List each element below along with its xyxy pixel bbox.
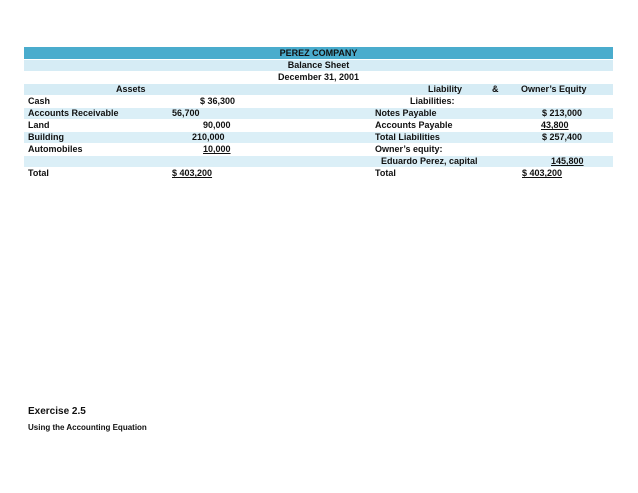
capital-amount: 145,800 <box>551 156 584 166</box>
asset-amount: $ 36,300 <box>200 96 236 106</box>
liability-amount: $ 257,400 <box>542 132 583 142</box>
asset-amount: 90,000 <box>203 120 231 130</box>
asset-amount: 210,000 <box>192 132 225 142</box>
table-row <box>24 108 613 120</box>
table-row <box>24 144 613 156</box>
asset-amount: 10,000 <box>203 144 231 154</box>
ampersand: & <box>492 84 499 94</box>
liability-amount: $ 213,000 <box>542 108 583 118</box>
owners-equity-label: Owner’s equity: <box>375 144 443 154</box>
asset-amount: 56,700 <box>172 108 200 118</box>
table-row <box>24 120 613 132</box>
total-liab-label: Total <box>375 168 396 178</box>
total-row <box>24 168 613 180</box>
company-name: PEREZ COMPANY <box>279 48 358 58</box>
total-label: Total <box>28 168 49 178</box>
assets-header: Assets <box>116 84 146 94</box>
statement-title: Balance Sheet <box>287 60 350 70</box>
column-header-row <box>24 84 613 96</box>
statement-date: December 31, 2001 <box>277 72 360 82</box>
exercise-subtitle: Using the Accounting Equation <box>28 423 147 432</box>
date-row <box>24 72 613 84</box>
asset-label: Accounts Receivable <box>28 108 119 118</box>
asset-label: Building <box>28 132 64 142</box>
total-liab-amount: $ 403,200 <box>522 168 563 178</box>
balance-sheet-table <box>24 47 613 180</box>
table-row <box>24 96 613 108</box>
liabilities-heading: Liabilities: <box>410 96 455 106</box>
liability-amount: 43,800 <box>541 120 569 130</box>
liability-label: Notes Payable <box>375 108 437 118</box>
asset-label: Cash <box>28 96 51 106</box>
capital-label: Eduardo Perez, capital <box>381 156 478 166</box>
liability-label: Accounts Payable <box>375 120 453 130</box>
asset-label: Automobiles <box>28 144 83 154</box>
asset-label: Land <box>28 120 50 130</box>
total-assets: $ 403,200 <box>172 168 213 178</box>
owners-equity-header: Owner’s Equity <box>521 84 587 94</box>
table-row <box>24 132 613 144</box>
statement-row <box>24 60 613 72</box>
exercise-title: Exercise 2.5 <box>28 406 86 417</box>
liability-header: Liability <box>428 84 463 94</box>
table-row <box>24 156 613 168</box>
company-name-row <box>24 47 613 60</box>
liability-label: Total Liabilities <box>375 132 440 142</box>
